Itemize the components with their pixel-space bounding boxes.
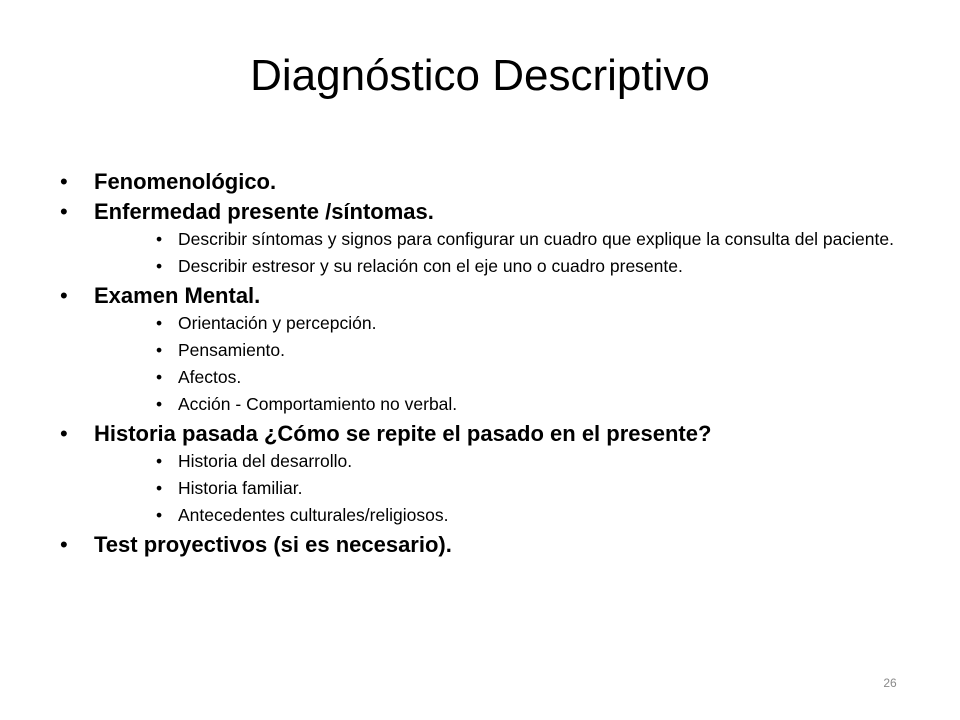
bullet-item	[60, 200, 920, 224]
sub-bullet-item	[60, 452, 920, 471]
bullet-item	[60, 170, 920, 194]
bullet-icon: •	[156, 478, 163, 498]
slide-title: Diagnóstico Descriptivo	[250, 51, 710, 100]
page-number: 26	[883, 676, 897, 690]
bullet-item	[60, 422, 920, 446]
bullet-icon: •	[156, 340, 163, 360]
bullet-text: Test proyectivos (si es necesario).	[94, 532, 452, 557]
bullet-icon: •	[156, 313, 163, 333]
sub-bullet-item	[60, 341, 920, 360]
bullet-icon: •	[156, 505, 163, 525]
sub-bullet-text: Orientación y percepción.	[178, 313, 377, 333]
bullet-icon: •	[60, 169, 68, 194]
bullet-icon: •	[156, 229, 163, 249]
bullet-icon: •	[60, 532, 68, 557]
sub-bullet-text: Pensamiento.	[178, 340, 286, 360]
bullet-icon: •	[156, 367, 163, 387]
sub-bullet-item	[60, 395, 920, 414]
sub-bullet-item	[60, 506, 920, 525]
sub-bullet-text: Describir síntomas y signos para configurar un cuadro que explique la consulta del paciente.	[178, 229, 894, 249]
bullet-icon: •	[156, 394, 163, 414]
bullet-text: Fenomenológico.	[94, 169, 277, 194]
sub-bullet-item	[60, 314, 920, 333]
sub-bullet-text: Historia familiar.	[178, 478, 303, 498]
bullet-list	[60, 170, 920, 563]
sub-bullet-text: Afectos.	[178, 367, 242, 387]
bullet-item	[60, 533, 920, 557]
bullet-icon: •	[60, 199, 68, 224]
bullet-icon: •	[156, 256, 163, 276]
sub-bullet-item	[60, 479, 920, 498]
sub-bullet-item	[60, 257, 920, 276]
bullet-icon: •	[60, 283, 68, 308]
bullet-text: Examen Mental.	[94, 283, 261, 308]
sub-bullet-item	[60, 230, 920, 249]
sub-bullet-text: Historia del desarrollo.	[178, 451, 353, 471]
bullet-icon: •	[156, 451, 163, 471]
sub-bullet-item	[60, 368, 920, 387]
bullet-item	[60, 284, 920, 308]
bullet-text: Enfermedad presente /síntomas.	[94, 199, 434, 224]
sub-bullet-text: Acción - Comportamiento no verbal.	[178, 394, 458, 414]
bullet-text: Historia pasada ¿Cómo se repite el pasado en el presente?	[94, 421, 712, 446]
sub-bullet-text: Describir estresor y su relación con el eje uno o cuadro presente.	[178, 256, 683, 276]
sub-bullet-text: Antecedentes culturales/religiosos.	[178, 505, 449, 525]
bullet-icon: •	[60, 421, 68, 446]
